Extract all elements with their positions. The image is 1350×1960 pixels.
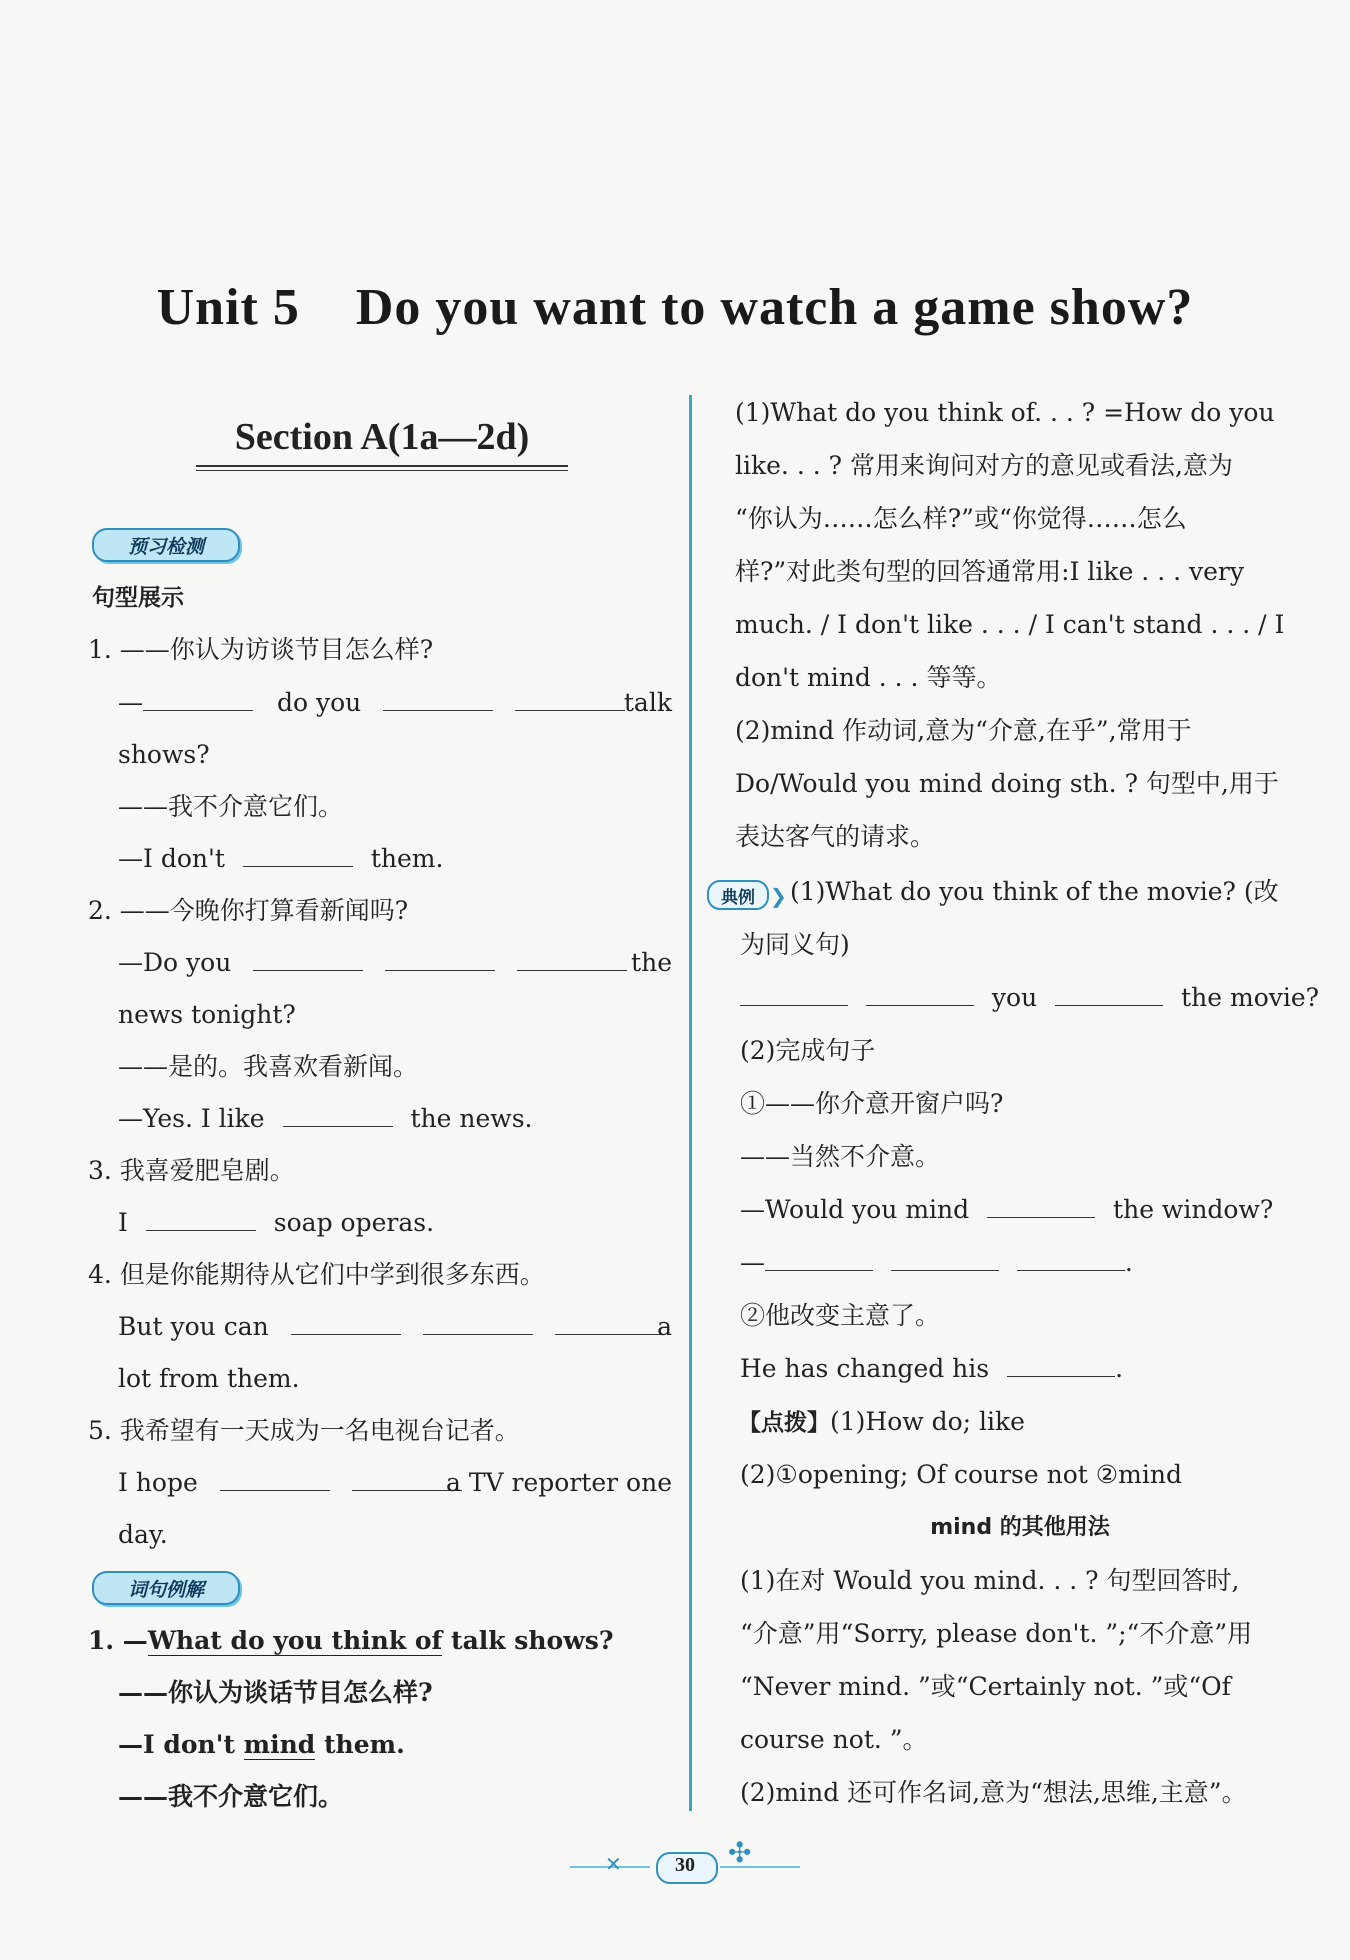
example-tag: 典例 — [707, 880, 769, 910]
pinwheel-icon: ✣ — [728, 1836, 752, 1869]
example-line-10: He has changed his . — [740, 1354, 1124, 1383]
other-line-4: course not. ”。 — [740, 1725, 928, 1754]
example-line-7: —Would you mind the window? — [740, 1195, 1274, 1224]
note-line-1: (1)What do you think of. . . ? =How do you — [735, 398, 1275, 427]
tip-line-2: (2)①opening; Of course not ②mind — [740, 1460, 1182, 1489]
example-line-8: — . — [740, 1248, 1133, 1277]
other-line-5: (2)mind 还可作名词,意为“想法,思维,主意”。 — [740, 1778, 1247, 1807]
column-divider — [689, 395, 692, 1811]
q1-chinese-reply: ——我不介意它们。 — [118, 792, 344, 821]
q3-english: I soap operas. — [118, 1208, 435, 1237]
example-line-4: (2)完成句子 — [740, 1036, 876, 1065]
example-line-5: ①——你介意开窗户吗? — [740, 1089, 1004, 1118]
other-line-2: “介意”用“Sorry, please don't. ”;“不介意”用 — [740, 1619, 1253, 1648]
example-line-2: 为同义句) — [740, 930, 850, 959]
q2-english-reply: —Yes. I like the news. — [118, 1104, 533, 1133]
note-line-4: 样?”对此类句型的回答通常用:I like . . . very — [735, 557, 1244, 586]
note-line-7: (2)mind 作动词,意为“介意,在乎”,常用于 — [735, 716, 1192, 745]
q4-english: But you can a — [118, 1312, 672, 1341]
ex1-chinese: ——你认为谈话节目怎么样? — [118, 1678, 433, 1707]
note-line-9: 表达客气的请求。 — [735, 822, 936, 851]
q3-chinese: 3. 我喜爱肥皂剧。 — [88, 1156, 295, 1185]
q2-chinese-reply: ——是的。我喜欢看新闻。 — [118, 1052, 419, 1081]
example-line-1: (1)What do you think of the movie? (改 — [790, 877, 1279, 906]
note-line-6: don't mind . . . 等等。 — [735, 663, 1002, 692]
other-line-3: “Never mind. ”或“Certainly not. ”或“Of — [740, 1672, 1231, 1701]
word-explain-tag: 词句例解 — [92, 1571, 240, 1605]
chevron-right-icon: ❯ — [770, 884, 787, 908]
ex1-english: 1. —What do you think of talk shows? — [88, 1626, 614, 1655]
unit-title: Unit 5 Do you want to watch a game show? — [156, 279, 1194, 336]
q2-english: —Do you the — [118, 948, 672, 977]
q4-english-cont: lot from them. — [118, 1364, 300, 1393]
blank — [515, 686, 625, 711]
tip-line-1: 【点拨】(1)How do; like — [738, 1407, 1025, 1436]
q5-english: I hope a TV reporter one — [118, 1468, 672, 1497]
section-title: Section A(1a—2d) — [234, 416, 530, 458]
page-number: 30 — [675, 1854, 695, 1876]
q1-english: — do you talk — [118, 688, 672, 717]
example-line-3: you the movie? — [740, 980, 1319, 1016]
ex1-chinese-reply: ——我不介意它们。 — [118, 1782, 344, 1811]
q4-chinese: 4. 但是你能期待从它们中学到很多东西。 — [88, 1260, 545, 1289]
note-line-3: “你认为……怎么样?”或“你觉得……怎么 — [735, 504, 1187, 533]
example-line-9: ②他改变主意了。 — [740, 1301, 941, 1330]
fish-icon: ✕ — [605, 1852, 622, 1876]
q2-english-cont: news tonight? — [118, 1000, 296, 1029]
section-underline-thin — [196, 470, 568, 471]
q2-chinese: 2. ——今晚你打算看新闻吗? — [88, 896, 409, 925]
other-usage-heading: mind 的其他用法 — [930, 1515, 1110, 1540]
q1-chinese: 1. ——你认为访谈节目怎么样? — [88, 635, 434, 664]
ex1-english-reply: —I don't mind them. — [118, 1730, 405, 1759]
section-underline — [196, 465, 568, 467]
note-line-2: like. . . ? 常用来询问对方的意见或看法,意为 — [735, 451, 1233, 480]
example-line-6: ——当然不介意。 — [740, 1142, 941, 1171]
q1-english-cont: shows? — [118, 740, 210, 769]
q5-english-cont: day. — [118, 1520, 168, 1549]
note-line-8: Do/Would you mind doing sth. ? 句型中,用于 — [735, 769, 1279, 798]
other-line-1: (1)在对 Would you mind. . . ? 句型回答时, — [740, 1566, 1240, 1595]
note-line-5: much. / I don't like . . . / I can't stand . . . / I — [735, 610, 1285, 639]
q5-chinese: 5. 我希望有一天成为一名电视台记者。 — [88, 1416, 520, 1445]
sentence-pattern-heading: 句型展示 — [92, 585, 184, 611]
q1-english-reply: —I don't them. — [118, 844, 444, 873]
blank — [383, 686, 493, 711]
preview-check-tag: 预习检测 — [92, 528, 240, 562]
